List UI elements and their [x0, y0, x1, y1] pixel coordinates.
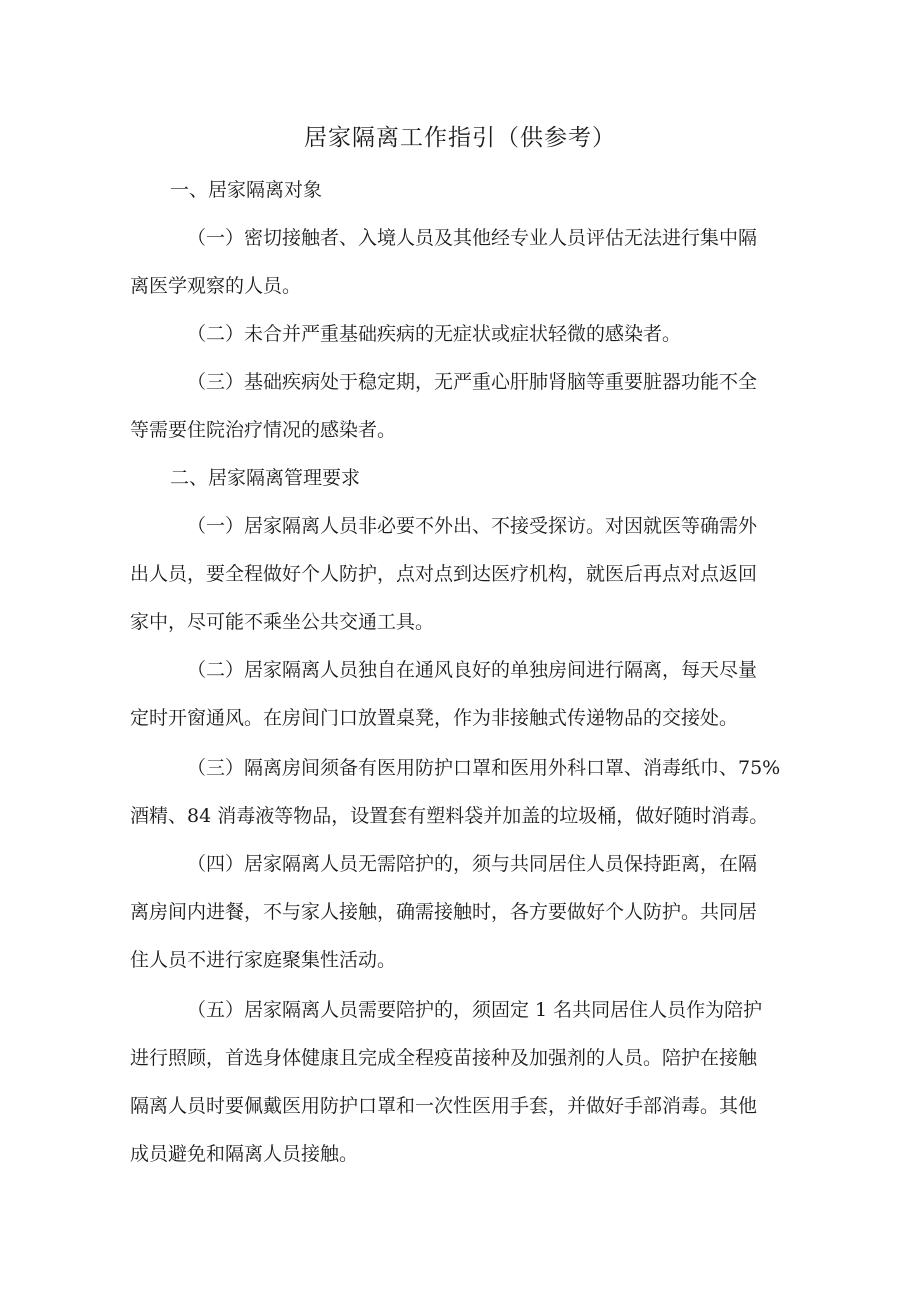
paragraph-2-5 — [130, 986, 805, 1178]
text-line: 住人员不进行家庭聚集性活动。 — [130, 949, 397, 971]
paragraph-1-1 — [130, 214, 805, 310]
text-line: 离医学观察的人员。 — [130, 275, 302, 297]
text-line: 进行照顾，首选身体健康且完成全程疫苗接种及加强剂的人员。陪护在接触 — [130, 1047, 758, 1069]
text-line: 定时开窗通风。在房间门口放置桌凳，作为非接触式传递物品的交接处。 — [130, 707, 739, 729]
document-title: 居家隔离工作指引（供参考） — [304, 125, 616, 151]
text-line: （一）密切接触者、入境人员及其他经专业人员评估无法进行集中隔 — [187, 227, 758, 249]
paragraph-2-4 — [130, 840, 805, 984]
section-heading-1: 一、居家隔离对象 — [170, 179, 323, 201]
paragraph-2-3 — [130, 744, 805, 840]
paragraph-1-2 — [130, 310, 805, 358]
text-line: 出人员，要全程做好个人防护，点对点到达医疗机构，就医后再点对点返回 — [130, 563, 758, 585]
text-line: （二）未合并严重基础疾病的无症状或症状轻微的感染者。 — [187, 323, 682, 345]
paragraph-2-2 — [130, 646, 805, 742]
text-line: （三）隔离房间须备有医用防护口罩和医用外科口罩、消毒纸巾、75% — [187, 757, 781, 779]
text-line: 等需要住院治疗情况的感染者。 — [130, 419, 397, 441]
text-line: （五）居家隔离人员需要陪护的，须固定 1 名共同居住人员作为陪护 — [187, 999, 763, 1021]
text-line: （三）基础疾病处于稳定期，无严重心肝肺肾脑等重要脏器功能不全 — [187, 371, 758, 393]
paragraph-2-1 — [130, 502, 805, 646]
text-line: （一）居家隔离人员非必要不外出、不接受探访。对因就医等确需外 — [187, 515, 758, 537]
text-line: 家中，尽可能不乘坐公共交通工具。 — [130, 611, 435, 633]
paragraph-1-3 — [130, 358, 805, 454]
text-line: 离房间内进餐，不与家人接触，确需接触时，各方要做好个人防护。共同居 — [130, 901, 758, 923]
text-line: 隔离人员时要佩戴医用防护口罩和一次性医用手套，并做好手部消毒。其他 — [130, 1095, 758, 1117]
text-line: （四）居家隔离人员无需陪护的，须与共同居住人员保持距离，在隔 — [187, 853, 758, 875]
text-line: 酒精、84 消毒液等物品，设置套有塑料袋并加盖的垃圾桶，做好随时消毒。 — [130, 805, 769, 827]
text-line: （二）居家隔离人员独自在通风良好的单独房间进行隔离，每天尽量 — [187, 659, 758, 681]
text-line: 成员避免和隔离人员接触。 — [130, 1143, 359, 1165]
section-heading-2: 二、居家隔离管理要求 — [170, 467, 361, 489]
